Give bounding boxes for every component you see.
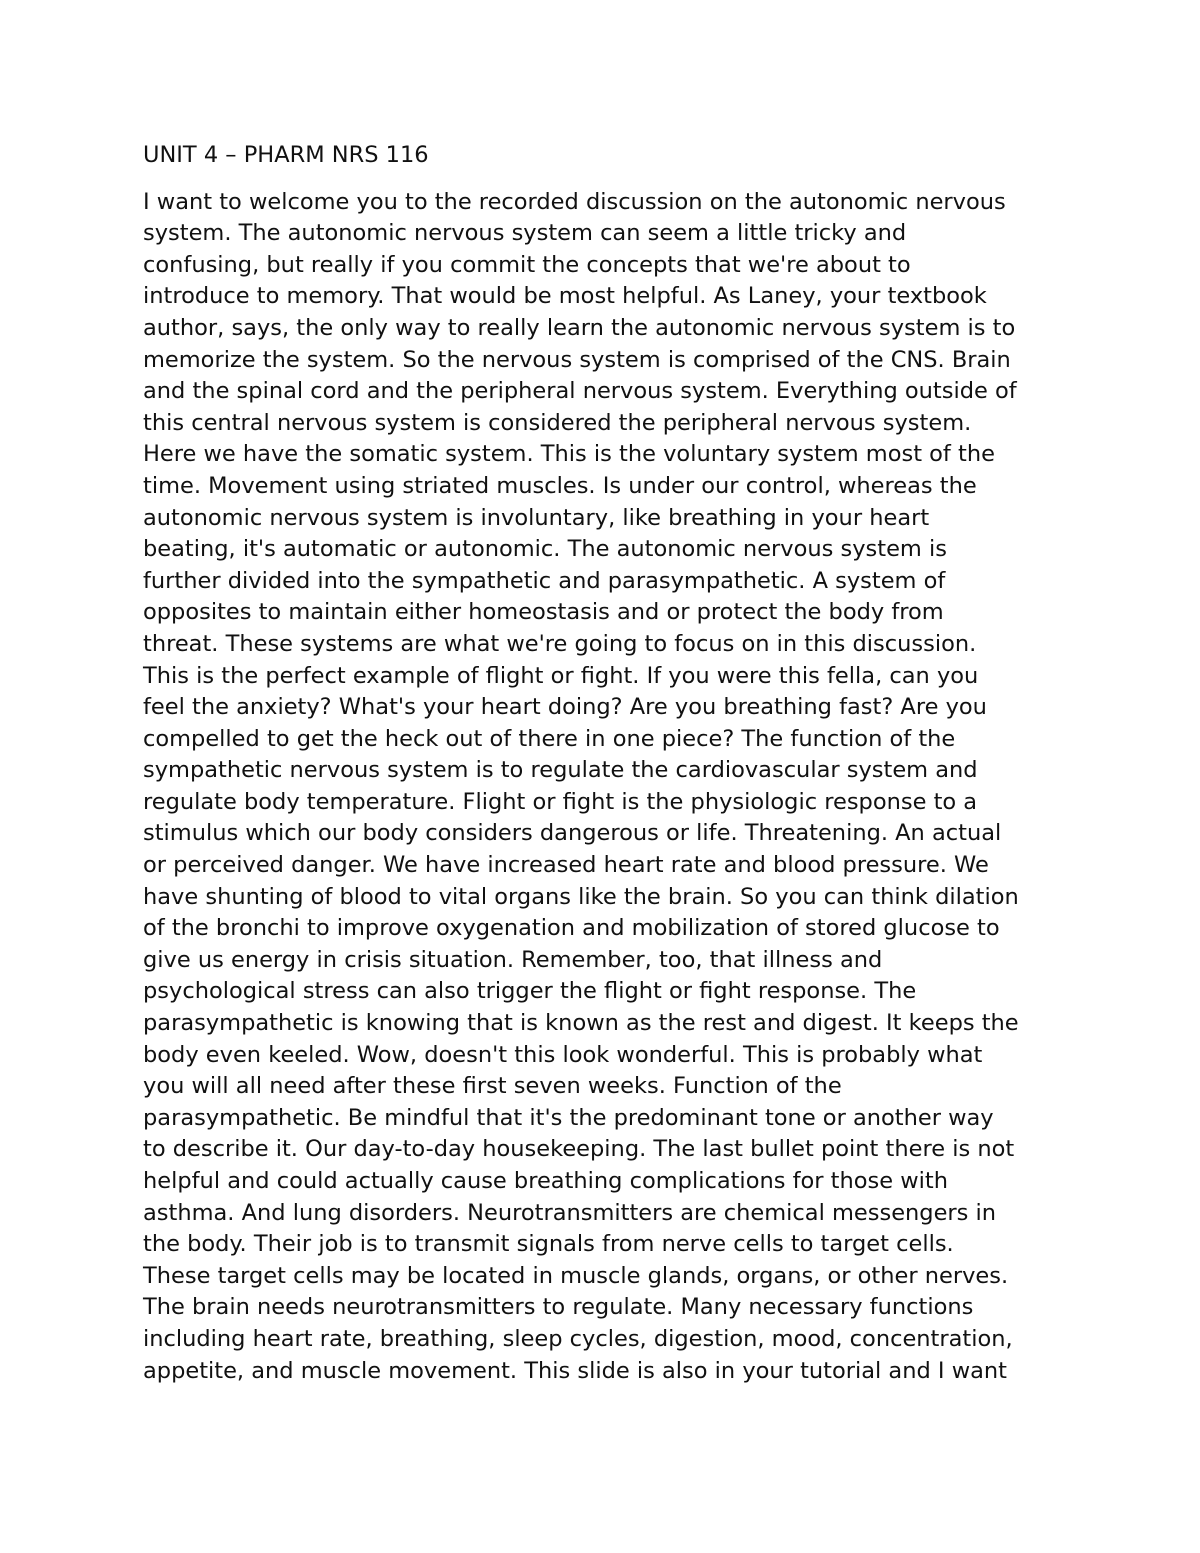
text-line: threat. These systems are what we're going to focus on in this discussion. — [143, 630, 977, 657]
document-paragraph — [143, 187, 1073, 1388]
text-line: body even keeled. Wow, doesn't this look wonderful. This is probably what — [143, 1041, 983, 1068]
text-line: appetite, and muscle movement. This slide is also in your tutorial and I want — [143, 1357, 1007, 1384]
text-line: This is the perfect example of flight or fight. If you were this fella, can you — [143, 662, 979, 689]
text-line: parasympathetic is knowing that is known as the rest and digest. It keeps the — [143, 1010, 1019, 1037]
text-line: including heart rate, breathing, sleep cycles, digestion, mood, concentration, — [143, 1325, 1013, 1352]
document-body — [143, 140, 1073, 1387]
text-line: have shunting of blood to vital organs like the brain. So you can think dilation — [143, 883, 1019, 910]
text-line: autonomic nervous system is involuntary, like breathing in your heart — [143, 504, 930, 531]
text-line: you will all need after these first seven weeks. Function of the — [143, 1073, 842, 1100]
text-line: helpful and could actually cause breathing complications for those with — [143, 1168, 948, 1194]
document-title: UNIT 4 – PHARM NRS 116 — [143, 142, 429, 168]
text-line: the body. Their job is to transmit signals from nerve cells to target cells. — [143, 1231, 954, 1258]
text-line: confusing, but really if you commit the concepts that we're about to — [143, 251, 911, 278]
text-line: time. Movement using striated muscles. Is under our control, whereas the — [143, 472, 977, 499]
text-line: opposites to maintain either homeostasis and or protect the body from — [143, 599, 944, 626]
text-line: author, says, the only way to really learn the autonomic nervous system is to — [143, 314, 1016, 341]
text-line: sympathetic nervous system is to regulate the cardiovascular system and — [143, 757, 978, 784]
text-line: system. The autonomic nervous system can seem a little tricky and — [143, 220, 907, 247]
text-line: beating, it's automatic or autonomic. The autonomic nervous system is — [143, 536, 947, 563]
text-line: asthma. And lung disorders. Neurotransmitters are chemical messengers in — [143, 1199, 997, 1226]
text-line: regulate body temperature. Flight or fight is the physiologic response to a — [143, 788, 978, 815]
text-line: feel the anxiety? What's your heart doing? Are you breathing fast? Are you — [143, 694, 987, 721]
text-line: compelled to get the heck out of there in one piece? The function of the — [143, 725, 956, 752]
text-line: this central nervous system is considered the peripheral nervous system. — [143, 409, 972, 436]
text-line: parasympathetic. Be mindful that it's the predominant tone or another way — [143, 1104, 994, 1131]
text-line: The brain needs neurotransmitters to regulate. Many necessary functions — [143, 1294, 974, 1321]
text-line: and the spinal cord and the peripheral nervous system. Everything outside of — [143, 378, 1017, 405]
text-line: psychological stress can also trigger the flight or fight response. The — [143, 978, 917, 1005]
text-line: memorize the system. So the nervous system is comprised of the CNS. Brain — [143, 346, 1011, 373]
text-line: or perceived danger. We have increased heart rate and blood pressure. We — [143, 852, 989, 879]
text-line: of the bronchi to improve oxygenation and mobilization of stored glucose to — [143, 915, 1000, 942]
text-line: Here we have the somatic system. This is the voluntary system most of the — [143, 441, 995, 468]
text-line: I want to welcome you to the recorded discussion on the autonomic nervous — [143, 188, 1006, 215]
text-line: to describe it. Our day-to-day housekeeping. The last bullet point there is not — [143, 1136, 1015, 1163]
text-line: further divided into the sympathetic and parasympathetic. A system of — [143, 567, 946, 594]
text-line: These target cells may be located in muscle glands, organs, or other nerves. — [143, 1262, 1009, 1289]
text-line: introduce to memory. That would be most helpful. As Laney, your textbook — [143, 283, 987, 310]
text-line: give us energy in crisis situation. Remember, too, that illness and — [143, 946, 883, 973]
text-line: stimulus which our body considers dangerous or life. Threatening. An actual — [143, 820, 1002, 847]
